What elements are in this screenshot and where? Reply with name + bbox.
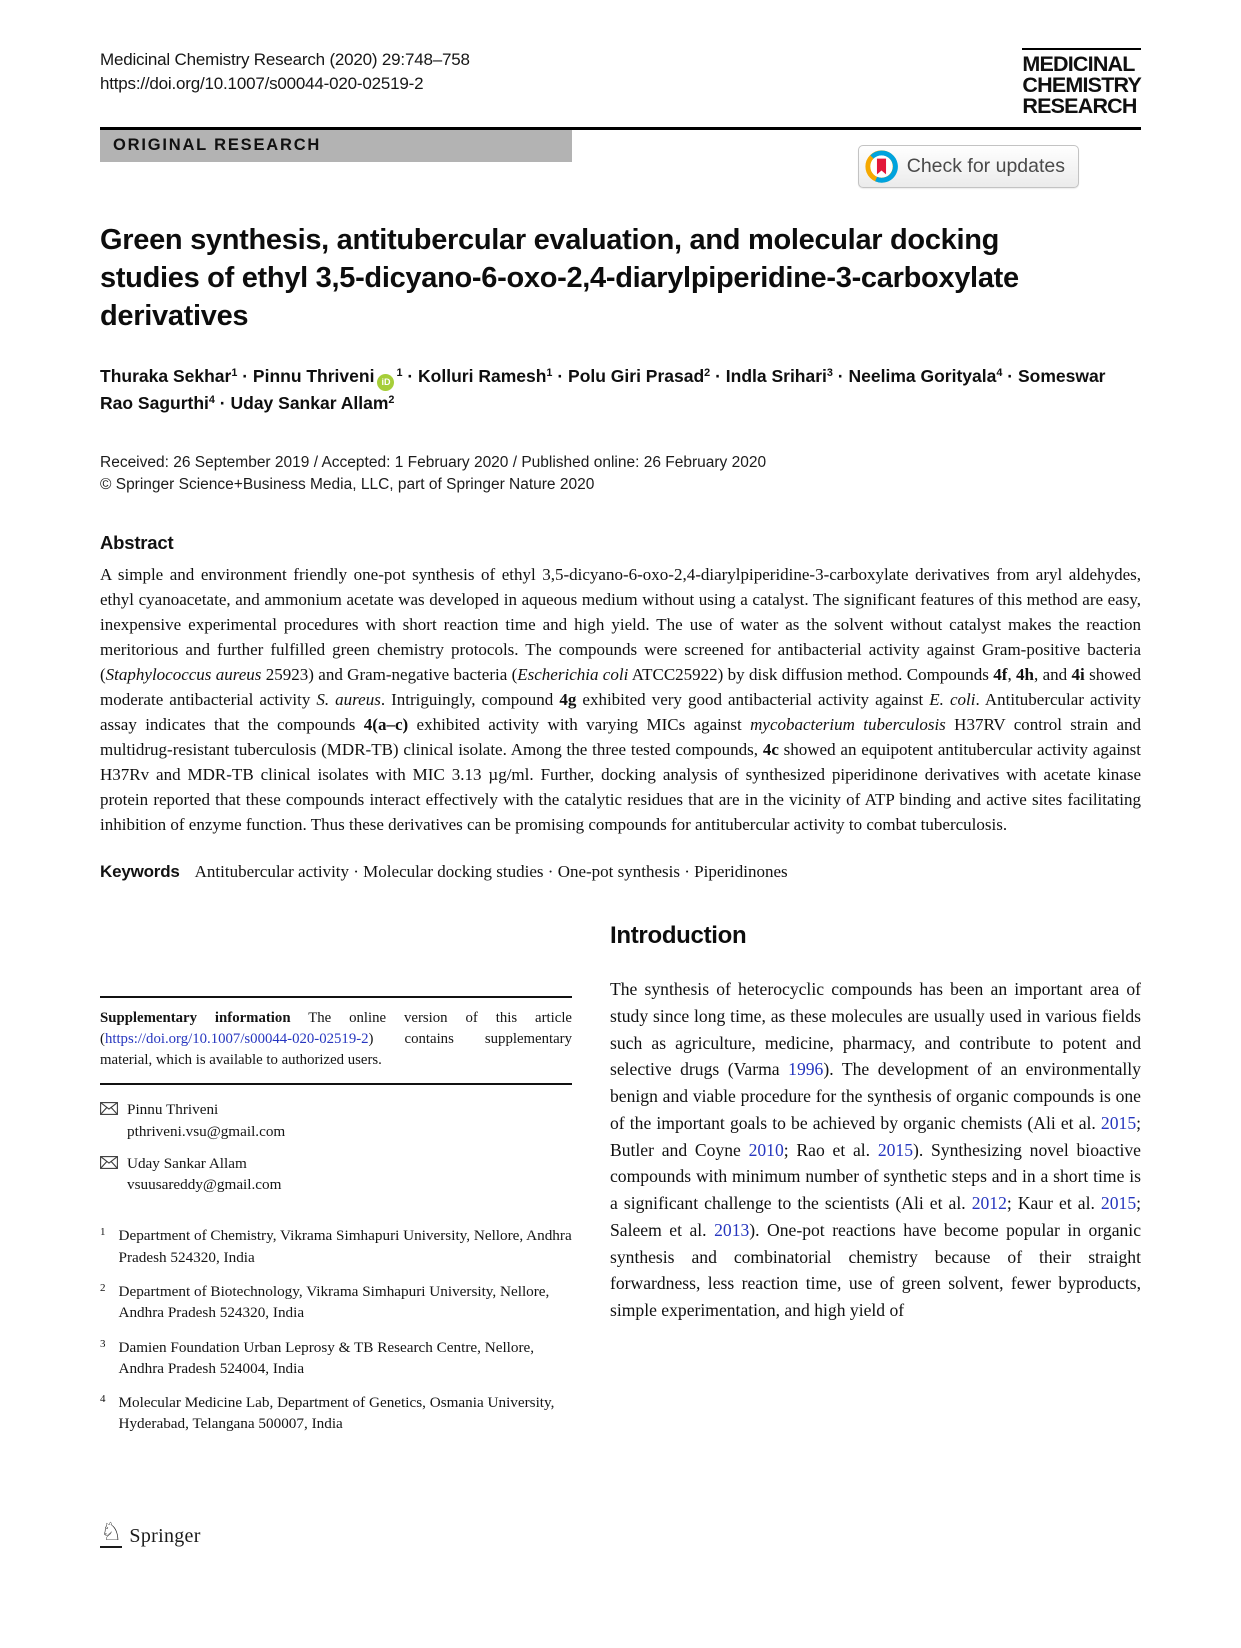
affiliation-marker: 4 [100, 1393, 106, 1406]
text-segment: 4h [1016, 665, 1035, 685]
text-segment: 4c [762, 740, 779, 760]
text-segment: showed moderate antibacterial activity [100, 665, 1142, 710]
footnote-divider [100, 1083, 572, 1085]
publisher-name: Springer [129, 1525, 201, 1547]
text-segment: · [552, 366, 569, 387]
keywords-label: Keywords [100, 862, 180, 882]
section-label: ORIGINAL RESEARCH [113, 136, 322, 155]
crossmark-icon [865, 150, 898, 183]
text-segment: Kolluri Ramesh [418, 366, 547, 387]
text-segment: ; Saleem et al. [610, 1193, 1141, 1240]
text-segment: ATCC25922) by disk diffusion method. Compounds [628, 665, 994, 685]
copyright-line: © Springer Science+Business Media, LLC, part of Springer Nature 2020 [100, 475, 595, 493]
abstract-heading: Abstract [100, 532, 174, 554]
two-column-section [100, 922, 1141, 1447]
text-link[interactable]: 2015 [877, 1139, 913, 1160]
springer-knight-icon: ♘ [100, 1518, 123, 1546]
affiliation-text: Molecular Medicine Lab, Department of Genetics, Osmania University, Hyderabad, Telangana 500007, India [118, 1394, 555, 1433]
affiliation-text: Department of Biotechnology, Vikrama Simhapuri University, Nellore, Andhra Pradesh 524320, India [118, 1282, 550, 1322]
text-segment: ) contains supplementary material, which is available to authorized users. [100, 1031, 572, 1069]
footnote-divider [100, 996, 572, 998]
text-segment: exhibited very good antibacterial activity against [576, 690, 930, 710]
text-segment: 2 [388, 394, 395, 407]
text-segment: Thuraka Sekhar [100, 366, 232, 387]
abstract-text [100, 563, 1141, 838]
page-header [100, 48, 1141, 117]
original-research-banner [100, 130, 572, 162]
text-segment: ; Rao et al. [783, 1139, 878, 1160]
text-segment: 4 [208, 394, 215, 407]
text-segment: mycobacterium tuberculosis [750, 715, 946, 735]
corresponding-author [100, 1153, 572, 1196]
text-segment: Pinnu Thriveni [252, 366, 375, 387]
check-for-updates-badge[interactable] [858, 145, 1079, 188]
authors-line [100, 363, 1110, 417]
text-segment: , and [1034, 665, 1072, 685]
corresponding-authors [100, 1099, 572, 1195]
supplementary-note [100, 1008, 572, 1071]
text-segment: Uday Sankar Allam [230, 393, 389, 414]
text-link[interactable]: 2013 [714, 1219, 750, 1240]
text-segment: Supplementary information [100, 1010, 291, 1027]
text-segment: 4g [559, 690, 577, 710]
affiliation-item [100, 1337, 572, 1380]
introduction-heading: Introduction [610, 922, 747, 950]
text-link[interactable]: 1996 [788, 1059, 824, 1080]
contact-name: Pinnu Thriveni [127, 1101, 219, 1119]
article-title: Green synthesis, antitubercular evaluation, and molecular docking studies of ethyl 3,5-dicyano-6-oxo-2,4-diarylpiperidine-3-carboxylate derivatives [100, 224, 1019, 332]
text-segment: Indla Srihari [725, 366, 827, 387]
contact-email[interactable]: pthriveni.vsu@gmail.com [127, 1122, 286, 1140]
affiliation-item [100, 1281, 572, 1324]
journal-logo-line: CHEMISTRY [1022, 73, 1141, 98]
affiliation-marker: 3 [100, 1337, 106, 1350]
banner-row [100, 130, 1141, 188]
text-segment: ). The development of an environmentally benign and viable procedure for the synthesis of organic compounds is one of the important goals to be achieved by organic chemists (Ali et al. [610, 1059, 1141, 1133]
text-segment: 4i [1071, 665, 1085, 685]
text-segment: S. aureus [316, 690, 381, 710]
text-segment: 25923) and Gram-negative bacteria ( [261, 665, 518, 685]
text-segment: Neelima Gorityala [848, 366, 997, 387]
contact-email[interactable]: vsuusareddy@gmail.com [127, 1176, 282, 1194]
journal-logo-line: MEDICINAL [1022, 52, 1135, 76]
text-segment: · [832, 366, 849, 387]
doi-line: https://doi.org/10.1007/s00044-020-02519-2 [100, 74, 424, 94]
envelope-icon [100, 1153, 118, 1196]
text-segment: 3 [826, 367, 833, 380]
text-segment: 1 [546, 367, 553, 380]
text-link[interactable]: 2012 [971, 1193, 1007, 1214]
text-segment: Staphylococcus aureus [105, 665, 262, 685]
text-link[interactable]: 2015 [1100, 1112, 1137, 1133]
text-segment: ; Butler and Coyne [610, 1112, 1141, 1160]
text-segment: Escherichia coli [517, 665, 629, 685]
text-segment: A simple and environment friendly one-pot synthesis of ethyl 3,5-dicyano-6-oxo-2,4-diarylpiperidine-3-carboxylate derivatives from aryl aldehydes, ethyl cyanoacetate, and ammonium acetate was developed in aqueous medium without using a catalyst. The significant features of this method are easy, inexpensive experimental procedures with short reaction time and high yield. The use of water as the solvent without catalyst makes the reaction meritorious and further fulfilled green chemistry protocols. The compounds were screened for antibacterial activity against Gram-positive bacteria ( [100, 565, 1141, 685]
text-segment: . Antitubercular activity assay indicates that the compounds [100, 690, 1141, 735]
journal-citation-block [100, 48, 470, 96]
contact-name: Uday Sankar Allam [127, 1154, 247, 1172]
text-segment: E. coli [929, 690, 976, 710]
keywords-line [100, 862, 1141, 882]
text-link[interactable]: 2015 [1100, 1193, 1137, 1214]
text-segment: Polu Giri Prasad [568, 366, 705, 387]
text-segment: Someswar Rao Sagurthi [100, 366, 1106, 414]
text-link[interactable]: https://doi.org/10.1007/s00044-020-02519-2 [104, 1031, 369, 1048]
text-segment: · [710, 366, 726, 387]
corresponding-author [100, 1099, 572, 1142]
text-segment: · [1002, 366, 1018, 387]
check-for-updates-label: Check for updates [906, 155, 1065, 178]
journal-logo-line: RESEARCH [1022, 94, 1137, 119]
text-segment: 1 [231, 367, 238, 380]
text-segment: exhibited activity with varying MICs against [408, 715, 751, 735]
text-segment: · [402, 366, 419, 387]
dates-line: Received: 26 September 2019 / Accepted: 1 February 2020 / Published online: 26 February 2020 [100, 453, 767, 471]
text-segment: 4 [996, 367, 1003, 380]
journal-volume-line: Medicinal Chemistry Research (2020) 29:748–758 [100, 50, 470, 69]
text-segment: · [214, 393, 231, 414]
text-segment: The online version of this article ( [100, 1010, 572, 1048]
footnotes-column [100, 996, 572, 1447]
affiliations-list [100, 1225, 572, 1434]
introduction-column [610, 922, 1141, 1447]
affiliation-item [100, 1392, 572, 1435]
text-segment: 1 [396, 367, 403, 380]
springer-logo [100, 1520, 201, 1548]
affiliation-marker: 2 [100, 1281, 106, 1294]
journal-logo [1022, 48, 1141, 117]
text-segment: ). Synthesizing novel bioactive compounds with minimum number of synthetic steps and in a short time is a significant challenge to the scientists (Ali et al. [610, 1139, 1141, 1214]
text-segment: ). One-pot reactions have become popular in organic synthesis and combinatorial chemistry because of their straight forwardness, less reaction time, use of green solvent, fewer byproducts, simple experimentation, and high yield of [610, 1219, 1141, 1321]
text-segment: ; Kaur et al. [1006, 1193, 1101, 1214]
text-segment: The synthesis of heterocyclic compounds has been an important area of study since long time, as these molecules are usually used in various fields such as agriculture, medicine, pharmacy, and contribute to potent and selective drugs (Varma [610, 979, 1141, 1080]
envelope-icon [100, 1099, 118, 1142]
text-segment: 4f [993, 665, 1008, 685]
text-segment: , [1007, 665, 1017, 685]
affiliation-marker: 1 [100, 1226, 106, 1239]
introduction-text [610, 976, 1141, 1324]
text-segment: H37RV control strain and multidrug-resistant tuberculosis (MDR-TB) clinical isolate. Among the three tested compounds, [100, 715, 1141, 760]
text-link[interactable]: 2010 [748, 1139, 784, 1160]
keywords-text: Antitubercular activity · Molecular docking studies · One-pot synthesis · Piperidinones [194, 862, 788, 882]
text-segment: 4(a–c) [363, 715, 409, 735]
text-segment: . Intriguingly, compound [380, 690, 560, 710]
affiliation-item [100, 1225, 572, 1268]
text-segment: 2 [704, 367, 711, 380]
text-segment: · [237, 366, 253, 387]
text-segment: showed an equipotent antitubercular activity against H37Rv and MDR-TB clinical isolates with MIC 3.13 µg/ml. Further, docking analysis of synthesized piperidinone derivatives with acetate kinase protein reported that these compounds interact effectively with the catalytic residues that are in the vicinity of ATP binding and active sites facilitating inhibition of enzyme function. Thus these derivatives can be promising compounds for antitubercular activity to combat tuberculosis. [100, 740, 1141, 835]
affiliation-text: Department of Chemistry, Vikrama Simhapuri University, Nellore, Andhra Pradesh 524320, India [118, 1227, 572, 1266]
orcid-icon: iD [377, 374, 394, 391]
affiliation-text: Damien Foundation Urban Leprosy & TB Research Centre, Nellore, Andhra Pradesh 524004, India [118, 1338, 535, 1377]
